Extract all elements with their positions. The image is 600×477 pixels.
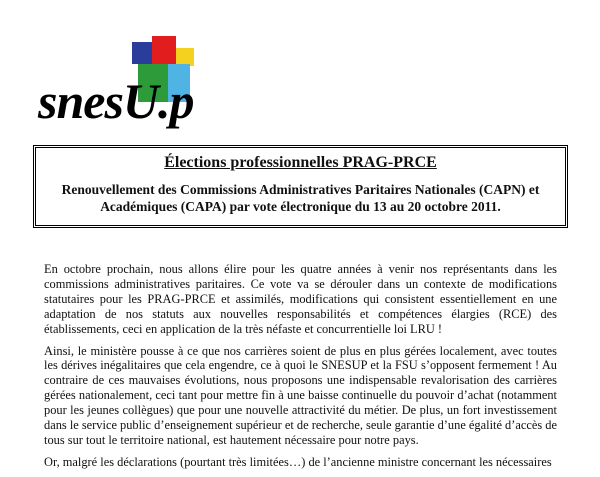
page-subtitle: Renouvellement des Commissions Administratives Paritaires Nationales (CAPN) et Académiques (CAPA) par vote électronique du 13 au 20 octobre 2011. bbox=[61, 182, 540, 214]
logo-text: snesU.p bbox=[38, 73, 194, 129]
paragraph-2: Ainsi, le ministère pousse à ce que nos carrières soient de plus en plus gérées localement, avec toutes les dérives inégalitaires que cela engendre, ce à quoi le SNESUP et la FSU s’opposent fermement ! Au contraire de ces mauvaises évolutions, nous proposons une indispensable revalorisation des carrières gérées nationalement, ceci tant pour mettre fin à une baisse continuelle du pouvoir d’achat (notamment pour les jeunes collègues) que pour une nouvelle attractivité du métier. De plus, un fort investissement dans le service public d’enseignement supérieur et de recherche, seule garantie d’une égalité d’accès de tous sur tout le territoire national, est hautement nécessaire pour notre pays. bbox=[44, 343, 557, 447]
logo-square-blue bbox=[132, 42, 152, 64]
snesup-logo bbox=[38, 36, 223, 129]
body-text bbox=[44, 262, 557, 477]
logo-square-red bbox=[152, 36, 176, 64]
paragraph-1: En octobre prochain, nous allons élire pour les quatre années à venir nos représentants dans les commissions administratives paritaires. Ce vote va se dérouler dans un contexte de modifications statutaires pour les PRAG-PRCE et assimilés, modifications qui consistent essentiellement en une adaptation de nos statuts aux nouvelles responsabilités et compétences élargies (RCE) des établissements, ceci en application de la très néfaste et concurrentielle loi LRU ! bbox=[44, 262, 557, 336]
header-box bbox=[33, 145, 568, 228]
paragraph-3: Or, malgré les déclarations (pourtant très limitées…) de l’ancienne ministre concernant les nécessaires bbox=[44, 454, 552, 469]
page-title: Élections professionnelles PRAG-PRCE bbox=[164, 154, 437, 171]
